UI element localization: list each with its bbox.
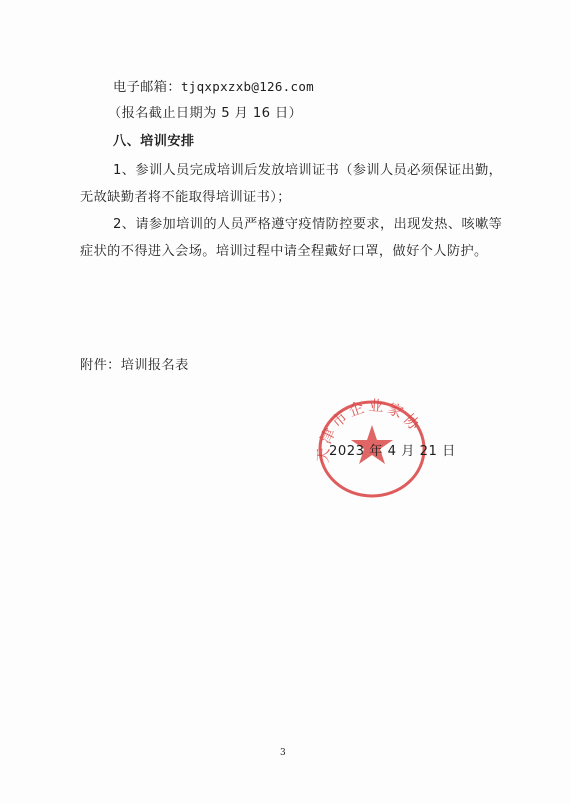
signature-date: 2023 年 4 月 21 日 bbox=[329, 444, 456, 459]
email-address[interactable]: tjqxpxzxb@126.com bbox=[180, 79, 314, 94]
svg-text:天津市企业家协: 天津市企业家协 bbox=[313, 396, 426, 464]
section-heading: 八、培训安排 bbox=[113, 134, 195, 149]
training-item-2: 2、请参加培训的人员严格遵守疫情防控要求，出现发热、咳嗽等症状的不得进入会场。培训过程中请全程戴好口罩，做好个人防护。 bbox=[80, 217, 503, 259]
page-number: 3 bbox=[280, 748, 286, 758]
attachment-note: 附件：培训报名表 bbox=[80, 358, 189, 373]
registration-deadline: （报名截止日期为 5 月 16 日） bbox=[108, 106, 303, 121]
email-label: 电子邮箱： bbox=[113, 80, 181, 95]
email-line bbox=[113, 78, 314, 97]
training-item-1: 1、参训人员完成培训后发放培训证书（参训人员必须保证出勤，无故缺勤者将不能取得培训证书）； bbox=[80, 163, 503, 205]
